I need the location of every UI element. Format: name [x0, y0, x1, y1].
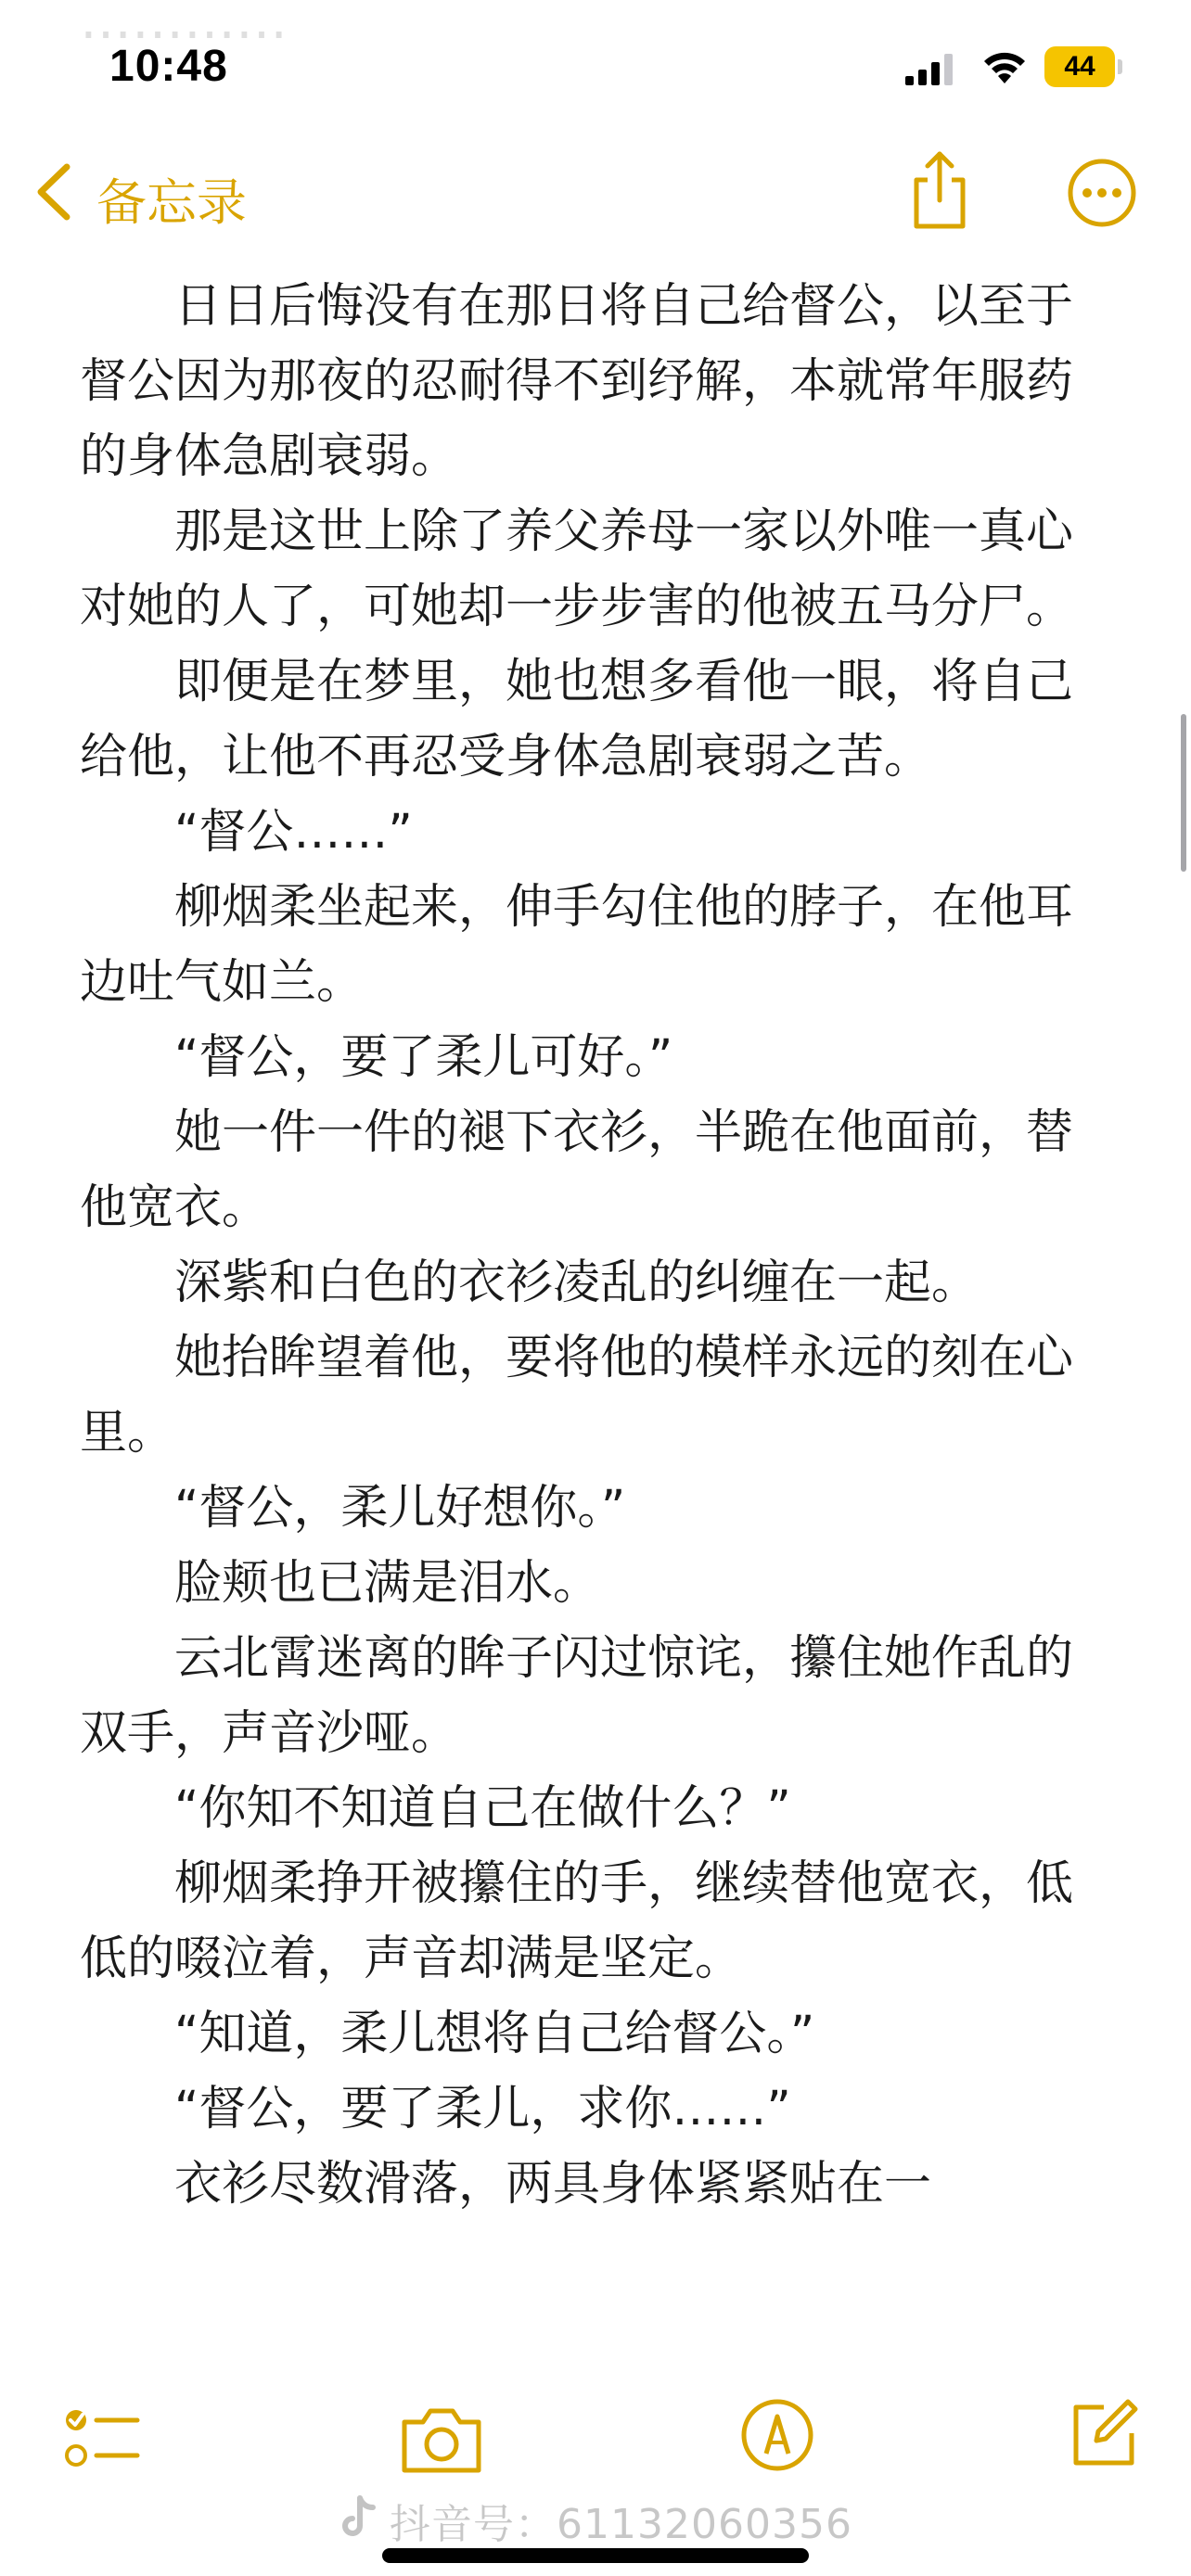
- battery-icon: [1044, 46, 1122, 87]
- compose-icon[interactable]: [1067, 2396, 1141, 2470]
- note-paragraph: “你知不知道自己在做什么？”: [174, 1781, 791, 1836]
- note-paragraph: “督公，柔儿好想你。”: [174, 1481, 626, 1536]
- home-indicator[interactable]: [382, 2548, 809, 2563]
- note-paragraph: 她一件一件的褪下衣衫，半跪在他面前，替他宽衣。: [80, 1105, 1074, 1235]
- share-icon[interactable]: [905, 148, 974, 232]
- more-icon[interactable]: [1067, 158, 1137, 228]
- camera-icon[interactable]: [397, 2402, 486, 2476]
- note-paragraph: “督公，要了柔儿可好。”: [174, 1030, 673, 1085]
- note-paragraph: 她抬眸望着他，要将他的模样永远的刻在心里。: [80, 1331, 1074, 1460]
- note-paragraph: 云北霄迷离的眸子闪过惊诧，攥住她作乱的双手，声音沙哑。: [80, 1631, 1074, 1761]
- back-button[interactable]: 备忘录: [96, 173, 247, 232]
- bottom-toolbar: [0, 2374, 1191, 2504]
- note-paragraph: 柳烟柔挣开被攥住的手，继续替他宽衣，低低的啜泣着，声音却满是坚定。: [80, 1856, 1074, 1986]
- note-paragraph: 日日后悔没有在那日将自己给督公，以至于督公因为那夜的忍耐得不到纾解，本就常年服药的身体急剧衰弱。: [80, 279, 1074, 484]
- note-paragraph: “知道，柔儿想将自己给督公。”: [174, 2007, 815, 2061]
- note-paragraph: 衣衫尽数滑落，两具身体紧紧贴在一: [174, 2157, 932, 2212]
- wifi-icon: [981, 48, 1028, 85]
- scrolled-under-text: …………: [80, 0, 288, 51]
- note-body[interactable]: [80, 269, 1119, 2222]
- note-paragraph: 即便是在梦里，她也想多看他一眼，将自己给他，让他不再忍受身体急剧衰弱之苦。: [80, 655, 1074, 784]
- status-bar: [0, 0, 1191, 139]
- battery-tip: [1118, 59, 1122, 74]
- markup-icon[interactable]: [738, 2396, 816, 2474]
- note-paragraph: “督公……”: [174, 805, 413, 860]
- checklist-icon[interactable]: [61, 2396, 143, 2478]
- note-paragraph: 深紫和白色的衣衫凌乱的纠缠在一起。: [174, 1256, 980, 1310]
- note-paragraph: 脸颊也已满是泪水。: [174, 1556, 601, 1611]
- status-time: 10:48: [109, 42, 228, 91]
- nav-bar: [0, 139, 1191, 260]
- note-paragraph: 那是这世上除了养父养母一家以外唯一真心对她的人了，可她却一步步害的他被五马分尸。: [80, 504, 1074, 634]
- battery-level: 44: [1044, 46, 1115, 87]
- cellular-signal-icon: [905, 54, 955, 85]
- note-paragraph: “督公，要了柔儿，求你……”: [174, 2082, 791, 2136]
- scroll-indicator[interactable]: [1181, 714, 1186, 872]
- note-paragraph: 柳烟柔坐起来，伸手勾住他的脖子，在他耳边吐气如兰。: [80, 880, 1074, 1010]
- watermark-text: 抖音号：61132060356: [390, 2501, 852, 2548]
- chevron-left-icon[interactable]: [33, 161, 74, 223]
